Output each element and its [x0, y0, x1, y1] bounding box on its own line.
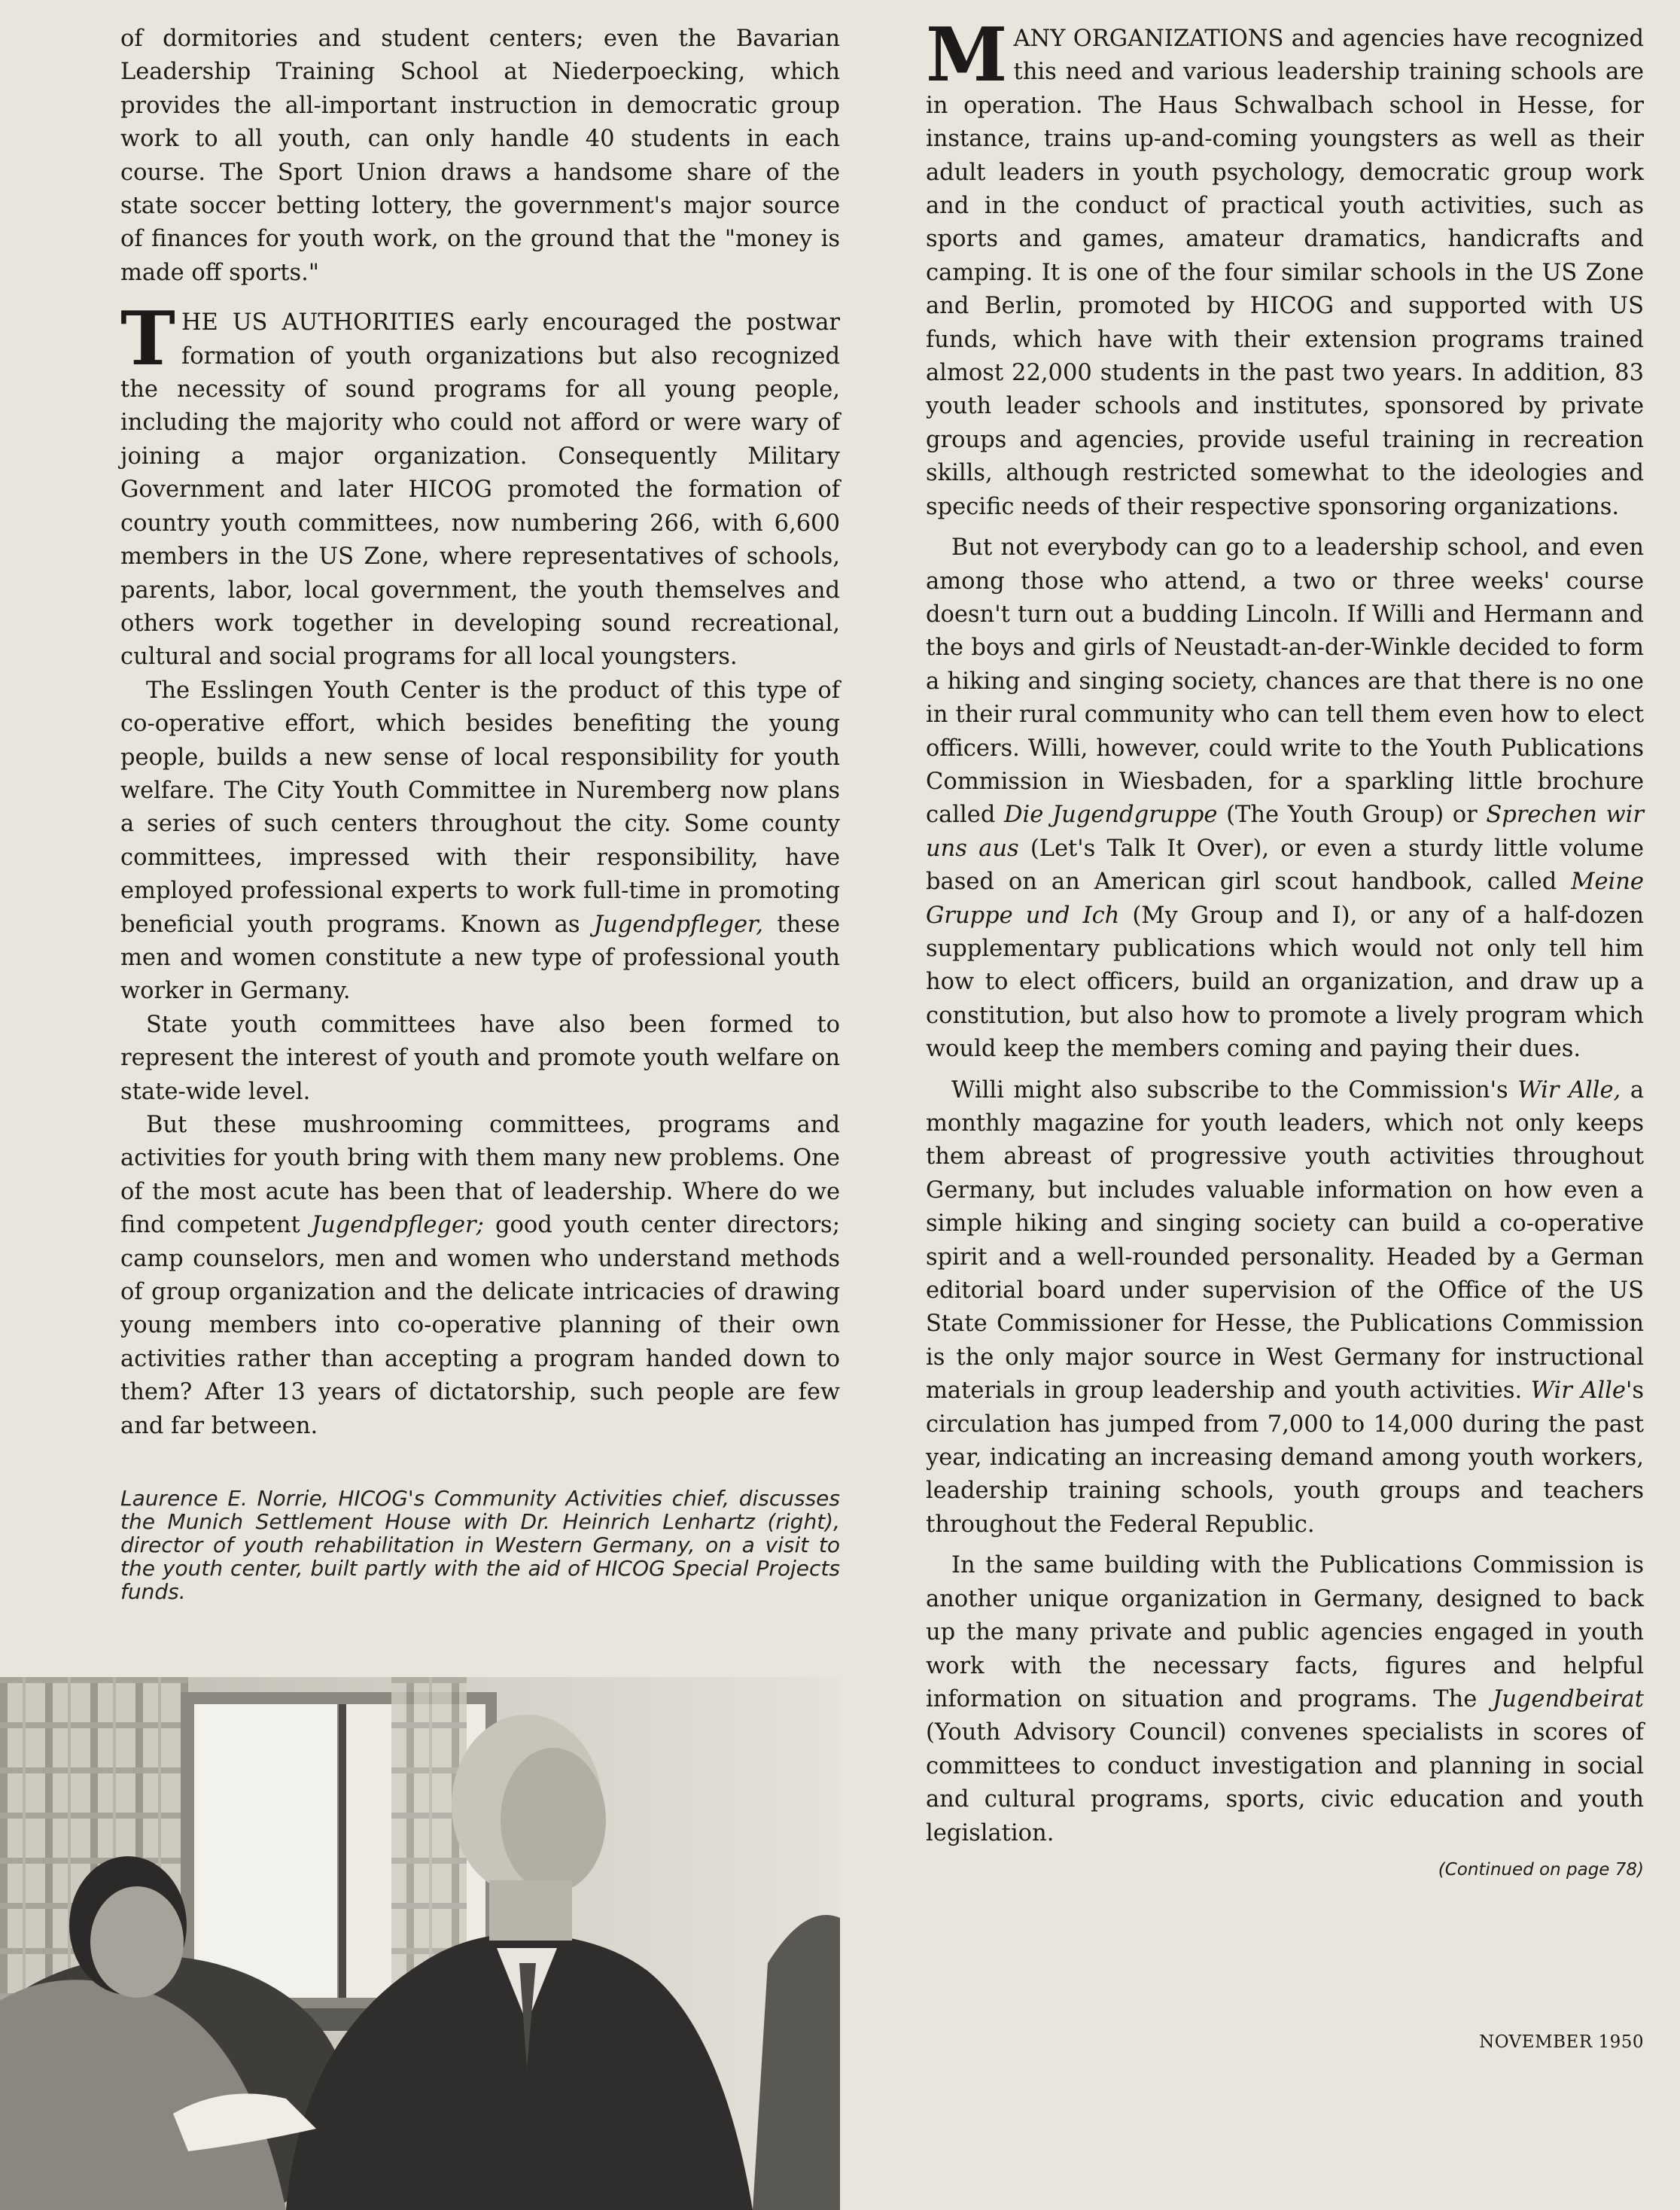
right-column: [926, 12, 1645, 1886]
paragraph-us-authorities: THE US AUTHORITIES early encouraged the postwar formation of youth organizations but also recognized the necessity of sound programs for all young people, including the majority who could not afford or were wary of joining a major organization. Consequently Military Government and later HICOG promoted the formation of country youth committees, now numbering 266, with 6,600 members in the US Zone, where representatives of schools, parents, labor, local government, the youth themselves and others work together in developing sound recreational, cultural and social programs for all local youngsters.: [120, 296, 840, 671]
continued-note: (Continued on page 78): [1438, 1859, 1644, 1880]
drop-cap: M: [926, 12, 1008, 99]
photo-two-men: [0, 1677, 840, 2210]
paragraph-wir-alle: Willi might also subscribe to the Commission's Wir Alle, a monthly magazine for youth leaders, which not only keeps them abreast of progressive youth activities throughout Germany, but includes valuable information on how even a simple hiking and singing society can build a co-operative spirit and a well-rounded personality. Headed by a German editorial board under supervision of the Office of the US State Commissioner for Hesse, the Publications Commission is the only major source in West Germany for instructional materials in group leadership and youth activities. Wir Alle's circulation has jumped from 7,000 to 14,000 during the past year, indicating an increasing demand among youth workers, leadership training schools, youth groups and teachers throughout the Federal Republic.: [926, 1076, 1644, 1538]
page-footer-date: NOVEMBER 1950: [1479, 2032, 1644, 2052]
photo-caption: Laurence E. Norrie, HICOG's Community Activities chief, discusses the Munich Settlement House with Dr. Heinrich Lenhartz (right), director of youth rehabilitation in Western Germany, on a visit to the youth center, built partly with the aid of HICOG Special Projects funds.: [120, 1486, 840, 1605]
drop-cap: T: [120, 296, 175, 383]
paragraph-leadership-problem: But these mushrooming committees, programs and activities for youth bring with them many new problems. One of the most acute has been that of leadership. Where do we find competent Jugendpfleger; good youth center directors; camp counselors, men and women who understand methods of group organization and the delicate intricacies of drawing young members into co-operative planning of their own activities rather than accepting a program handed down to them? After 13 years of dictatorship, such people are few and far between.: [120, 1112, 840, 1439]
paragraph-state-committees: State youth committees have also been formed to represent the interest of youth and promote youth welfare on state-wide level.: [120, 1011, 840, 1105]
paragraph-leadership-school: But not everybody can go to a leadership school, and even among those who attend, a two or three weeks' course doesn't turn out a budding Lincoln. If Willi and Hermann and the boys and girls of Neustadt-an-der-Winkle decided to form a hiking and singing society, chances are that there is no one in their rural community who can tell them even how to elect officers. Willi, however, could write to the Youth Publications Commission in Wiesbaden, for a sparkling little brochure called Die Jugendgruppe (The Youth Group) or Sprechen wir uns aus (Let's Talk It Over), or even a sturdy little volume based on an American girl scout handbook, called Meine Gruppe und Ich (My Group and I), or any of a half-dozen supplementary publications which would not only tell him how to elect officers, build an organization, and draw up a constitution, but also how to promote a lively program which would keep the members coming and paying their dues.: [926, 534, 1645, 1063]
paragraph-dormitories: of dormitories and student centers; even the Bavarian Leadership Training School at Niederpoecking, which provides the all-important instruction in democratic group work to all youth, can only handle 40 students in each course. The Sport Union draws a handsome share of the state soccer betting lottery, the government's major source of finances for youth work, on the ground that the "money is made off sports.": [120, 26, 840, 286]
paragraph-organizations: MANY ORGANIZATIONS and agencies have recognized this need and various leadership training schools are in operation. The Haus Schwalbach school in Hesse, for instance, trains up-and-coming youngsters as well as their adult leaders in youth psychology, democratic group work and in the conduct of practical youth activities, such as sports and games, amateur dramatics, handicrafts and camping. It is one of the four similar schools in the US Zone and Berlin, promoted by HICOG and supported with US funds, which have with their extension programs trained almost 22,000 students in the past two years. In addition, 83 youth leader schools and institutes, sponsored by private groups and agencies, provide useful training in recreation skills, although restricted somewhat to the ideologies and specific needs of their respective sponsoring organizations.: [926, 12, 1644, 520]
paragraph-esslingen: The Esslingen Youth Center is the product of this type of co-operative effort, which besides benefiting the young people, builds a new sense of local responsibility for youth welfare. The City Youth Committee in Nuremberg now plans a series of such centers throughout the city. Some county committees, impressed with their responsibility, have employed professional experts to work full-time in promoting beneficial youth programs. Known as Jugendpfleger, these men and women constitute a new type of professional youth worker in Germany.: [120, 677, 841, 1005]
paragraph-jugendbeirat: In the same building with the Publications Commission is another unique organization in Germany, designed to back up the many private and public agencies engaged in youth work with the necessary facts, figures and helpful information on situation and programs. The Jugendbeirat (Youth Advisory Council) convenes specialists in scores of committees to conduct investigation and planning in social and cultural programs, sports, civic education and youth legislation.: [926, 1552, 1644, 1846]
left-column: [120, 23, 840, 1603]
photograph-icon: [0, 1677, 840, 2210]
